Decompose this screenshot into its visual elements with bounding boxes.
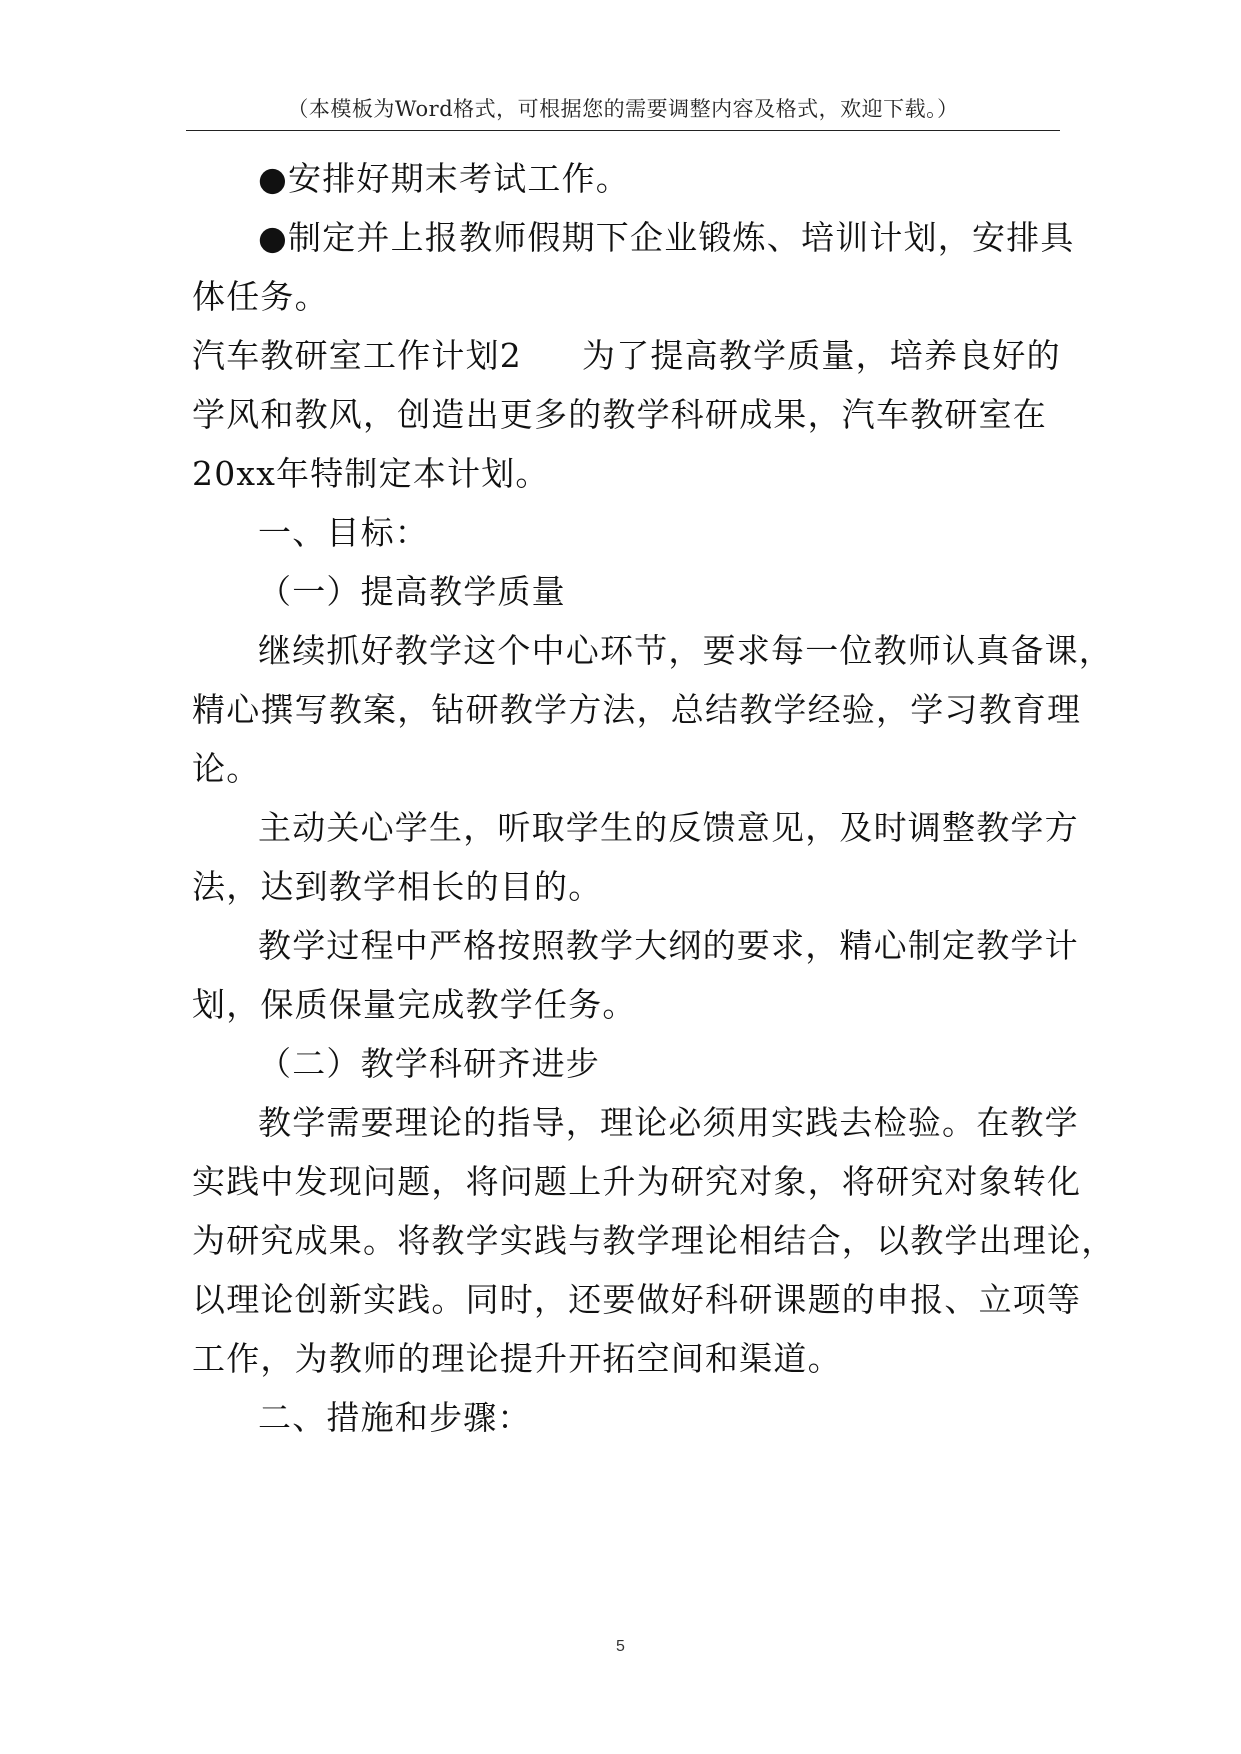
paragraph-line: 学风和教风，创造出更多的教学科研成果，汽车教研室在	[192, 395, 1047, 434]
section-title: 汽车教研室工作计划2	[192, 336, 522, 375]
heading-measures: 二、措施和步骤：	[258, 1398, 532, 1437]
paragraph-line: 20xx年特制定本计划。	[192, 454, 550, 493]
paragraph-line: 划，保质保量完成教学任务。	[192, 985, 637, 1024]
paragraph-line: 体任务。	[192, 277, 329, 316]
subheading-quality: （一）提高教学质量	[258, 572, 566, 611]
subheading-research: （二）教学科研齐进步	[258, 1044, 600, 1083]
paragraph-line: 论。	[192, 749, 261, 788]
paragraph-line: ●制定并上报教师假期下企业锻炼、培训计划，安排具	[258, 218, 1075, 257]
page-number: 5	[616, 1638, 625, 1655]
heading-goals: 一、目标：	[258, 513, 429, 552]
paragraph-line: 继续抓好教学这个中心环节，要求每一位教师认真备课，	[258, 631, 1113, 670]
paragraph-line: 教学需要理论的指导，理论必须用实践去检验。在教学	[258, 1103, 1079, 1142]
paragraph-text: 为了提高教学质量，培养良好的	[582, 336, 1061, 375]
paragraph-line: 工作，为教师的理论提升开拓空间和渠道。	[192, 1339, 842, 1378]
paragraph-line: 教学过程中严格按照教学大纲的要求，精心制定教学计	[258, 926, 1079, 965]
page-header	[186, 96, 1060, 131]
paragraph-line: 精心撰写教案，钻研教学方法，总结教学经验，学习教育理	[192, 690, 1082, 729]
paragraph-line: 以理论创新实践。同时，还要做好科研课题的申报、立项等	[192, 1280, 1082, 1319]
paragraph-line: 实践中发现问题，将问题上升为研究对象，将研究对象转化	[192, 1162, 1082, 1201]
paragraph-line: 为研究成果。将教学实践与教学理论相结合，以教学出理论，	[192, 1221, 1116, 1260]
paragraph-line: ●安排好期末考试工作。	[258, 159, 630, 198]
paragraph-line	[192, 336, 1061, 376]
paragraph-line: 法，达到教学相长的目的。	[192, 867, 603, 906]
paragraph-line: 主动关心学生，听取学生的反馈意见，及时调整教学方	[258, 808, 1079, 847]
header-note: （本模板为Word格式，可根据您的需要调整内容及格式，欢迎下载。）	[287, 97, 959, 121]
